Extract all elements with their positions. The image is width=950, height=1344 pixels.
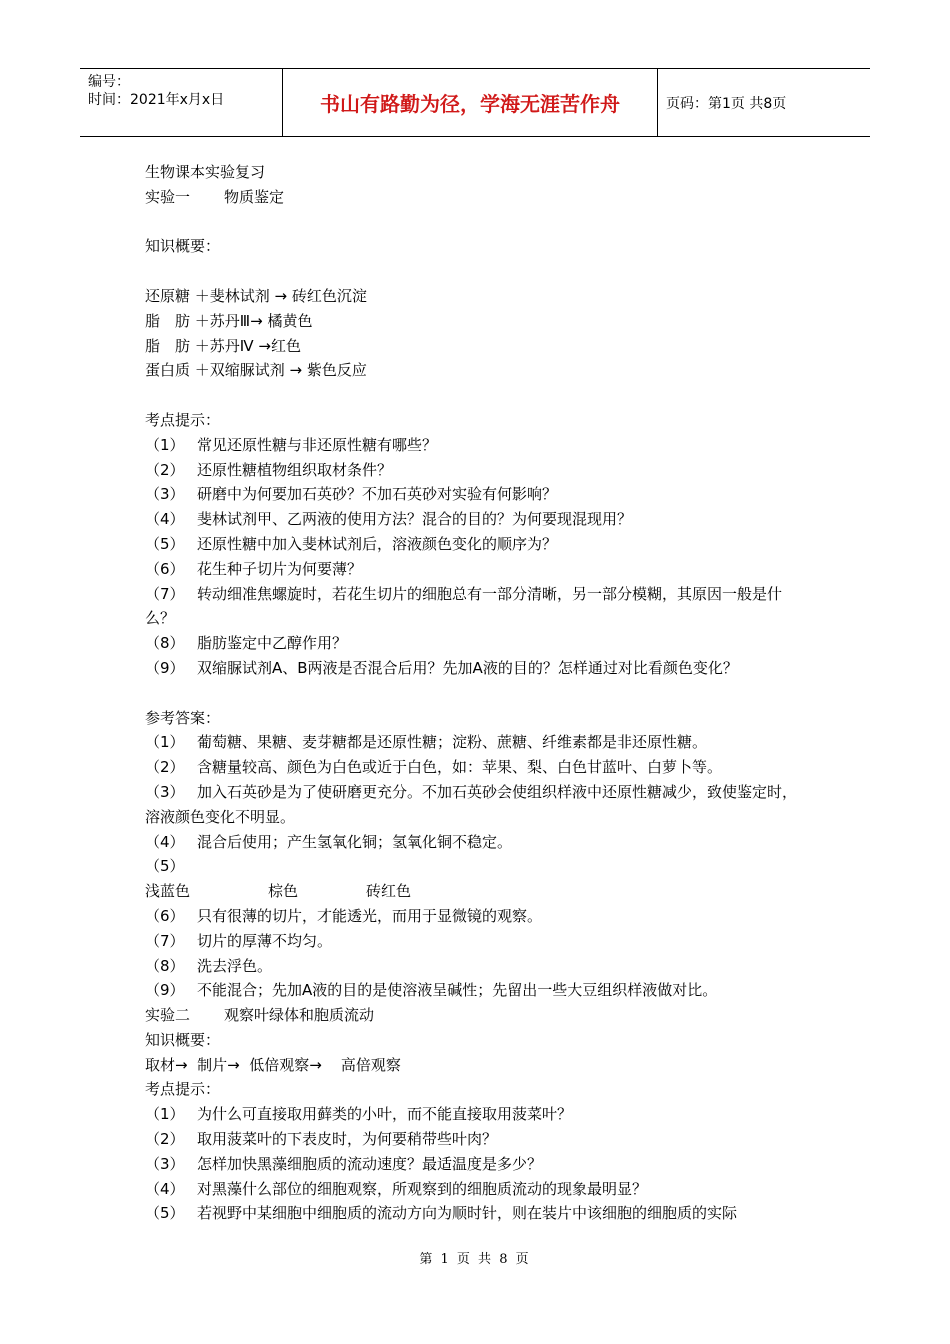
reaction-line: 还原糖 ＋斐林试剂 → 砖红色沉淀 [145,286,367,305]
procedure-step: 取材→ [145,1055,188,1074]
hint2-item: （5） 若视野中某细胞中细胞质的流动方向为顺时针，则在装片中该细胞的细胞质的实际 [145,1204,738,1223]
color-step: 浅蓝色 [145,882,191,901]
exp1-number: 实验一 [145,187,191,206]
hint-item: （1） 常见还原性糖与非还原性糖有哪些？ [145,435,438,454]
hint-item: （3） 研磨中为何要加石英砂？不加石英砂对实验有何影响？ [145,485,558,504]
header-motto: 书山有路勤为径，学海无涯苦作舟 [283,69,658,136]
answers-title: 参考答案： [145,708,221,727]
answer-item: （3） 加入石英砂是为了使研磨更充分。不加石英砂会使组织样液中还原性糖减少，致使鉴定时，溶液颜色变化不明显。 [145,782,798,826]
document-body [145,160,810,1226]
number-label: 编号： [88,74,130,90]
procedure-step: 低倍观察→ [249,1055,322,1074]
exp2-number: 实验二 [145,1006,191,1025]
hint-item: （2） 还原性糖植物组织取材条件？ [145,460,393,479]
exp1-heading [145,185,810,210]
hint2-item: （1） 为什么可直接取用藓类的小叶，而不能直接取用菠菜叶？ [145,1105,573,1124]
color-step: 砖红色 [366,882,412,901]
hint-item: （4） 斐林试剂甲、乙两液的使用方法？混合的目的？为何要现混现用？ [145,510,633,529]
answer-item: （9） 不能混合；先加A液的目的是使溶液呈碱性；先留出一些大豆组织样液做对比。 [145,981,718,1000]
knowledge2-title: 知识概要： [145,1030,221,1049]
hint-item: （9） 双缩脲试剂A、B两液是否混合后用？先加A液的目的？怎样通过对比看颜色变化？ [145,658,738,677]
answer-item: （4） 混合后使用；产生氢氧化铜；氢氧化铜不稳定。 [145,832,513,851]
doc-title: 生物课本实验复习 [145,163,266,181]
reaction-line: 脂 肪 ＋苏丹Ⅲ→ 橘黄色 [145,311,313,330]
procedure-steps [145,1053,810,1078]
knowledge-title: 知识概要： [145,237,221,256]
reaction-line: 脂 肪 ＋苏丹Ⅳ →红色 [145,336,301,355]
answer-item: （6） 只有很薄的切片，才能透光，而用于显微镜的观察。 [145,906,543,925]
hint2-item: （2） 取用菠菜叶的下表皮时，为何要稍带些叶肉？ [145,1130,498,1149]
answer-item: （7） 切片的厚薄不均匀。 [145,931,333,950]
page-header [80,68,870,137]
header-page-code: 页码：第1页 共8页 [666,95,787,112]
exp1-name: 物质鉴定 [224,187,285,206]
color-step: 棕色 [268,882,299,901]
header-info-cell [80,69,283,136]
time-label: 时间：2021年x月x日 [88,92,225,108]
hint-item: （5） 还原性糖中加入斐林试剂后，溶液颜色变化的顺序为？ [145,534,558,553]
hint-item: （6） 花生种子切片为何要薄？ [145,559,363,578]
answer-item: （1） 葡萄糖、果糖、麦芽糖都是还原性糖；淀粉、蔗糖、纤维素都是非还原性糖。 [145,733,708,752]
procedure-step: 制片→ [197,1055,240,1074]
hint2-item: （4） 对黑藻什么部位的细胞观察，所观察到的细胞质流动的现象最明显？ [145,1179,648,1198]
hints2-title: 考点提示： [145,1080,221,1099]
answer-item: （2） 含糖量较高、颜色为白色或近于白色，如：苹果、梨、白色甘蓝叶、白萝卜等。 [145,758,723,777]
exp2-heading [145,1003,810,1028]
hint-item: （7） 转动细准焦螺旋时，若花生切片的细胞总有一部分清晰，另一部分模糊，其原因一般是什么？ [145,584,783,628]
hint2-item: （3） 怎样加快黑藻细胞质的流动速度？最适温度是多少？ [145,1154,543,1173]
exp2-name: 观察叶绿体和胞质流动 [224,1006,375,1025]
hints-title: 考点提示： [145,410,221,429]
procedure-step: 高倍观察 [340,1055,401,1074]
hint-item: （8） 脂肪鉴定中乙醇作用？ [145,634,348,653]
page-footer: 第 1 页 共 8 页 [419,1252,531,1267]
answer-item: （5） [145,857,185,876]
color-sequence [145,879,810,904]
reaction-line: 蛋白质 ＋双缩脲试剂 → 紫色反应 [145,361,367,380]
answer-item: （8） 洗去浮色。 [145,956,273,975]
